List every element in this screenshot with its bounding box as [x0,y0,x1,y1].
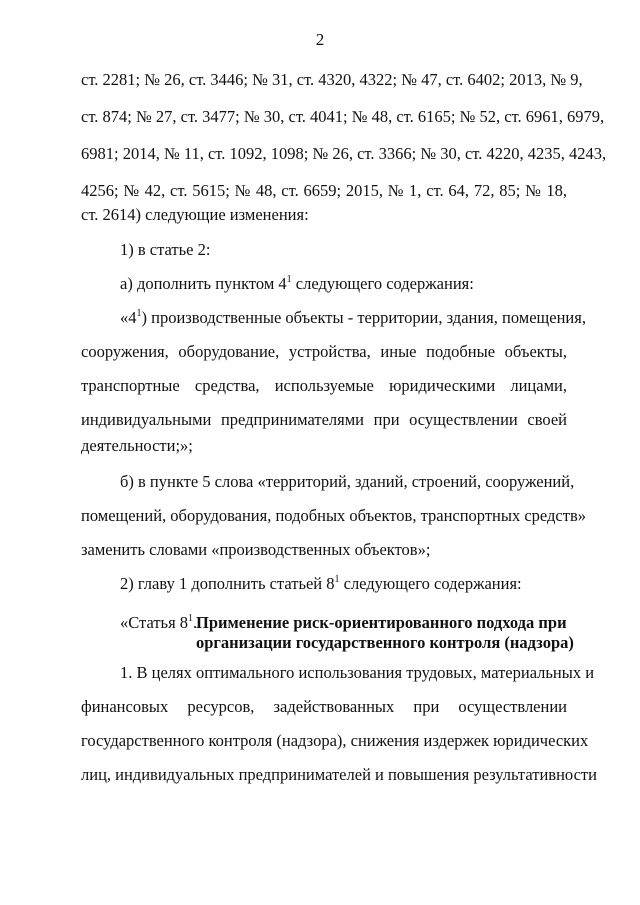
item-a [120,274,567,297]
para1-line-3: государственного контроля (надзора), снижения издержек юридических [81,731,589,750]
item-2-after: следующего содержания: [339,574,522,593]
para1-line-4: лиц, индивидуальных предпринимателей и повышения результативности [81,765,597,784]
para1-line-1: 1. В целях оптимального использования трудовых, материальных и [120,663,595,682]
article-sup: 1 [188,613,194,624]
item-b-line-3: заменить словами «производственных объектов»; [81,540,431,559]
quote-line-1 [120,308,586,331]
intro-line-4: 4256; № 42, ст. 5615; № 48, ст. 6659; 2015, № 1, ст. 64, 72, 85; № 18, [81,181,567,200]
quote-sup: 1 [136,308,142,319]
intro-line-1: ст. 2281; № 26, ст. 3446; № 31, ст. 4320, 4322; № 47, ст. 6402; 2013, № 9, [81,70,583,89]
article-title-line-1: Применение риск-ориентированного подхода при [196,613,567,632]
item-1: 1) в статье 2: [120,240,211,259]
intro-line-2: ст. 874; № 27, ст. 3477; № 30, ст. 4041; № 48, ст. 6165; № 52, ст. 6961, 6979, [81,107,605,126]
article-prefix: «Статья 8 [120,613,189,632]
item-a-after: следующего содержания: [291,274,474,293]
page-number: 2 [315,30,325,49]
item-a-before: а) дополнить пунктом 4 [120,274,287,293]
quote-before: «4 [120,308,137,327]
item-b-line-2: помещений, оборудования, подобных объектов, транспортных средств» [81,506,586,525]
item-2-before: 2) главу 1 дополнить статьей 8 [120,574,335,593]
article-suffix: . [193,613,198,632]
item-a-sup: 1 [286,274,292,285]
item-2-sup: 1 [334,574,340,585]
quote-line-5: деятельности;»; [81,436,193,455]
quote-after: ) производственные объекты - территории, здания, помещения, [141,308,586,327]
para1-line-2: финансовых ресурсов, задействованных при осуществлении [81,697,567,716]
intro-line-5: ст. 2614) следующие изменения: [81,205,309,224]
intro-line-3: 6981; 2014, № 11, ст. 1092, 1098; № 26, ст. 3366; № 30, ст. 4220, 4235, 4243, [81,144,607,163]
item-2 [120,574,567,597]
article-title-line-2: организации государственного контроля (надзора) [196,633,574,652]
quote-line-3: транспортные средства, используемые юридическими лицами, [81,376,567,395]
quote-line-2: сооружения, оборудование, устройства, иные подобные объекты, [81,342,567,361]
item-b-line-1: б) в пункте 5 слова «территорий, зданий, строений, сооружений, [120,472,575,491]
quote-line-4: индивидуальными предпринимателями при осуществлении своей [81,410,567,429]
